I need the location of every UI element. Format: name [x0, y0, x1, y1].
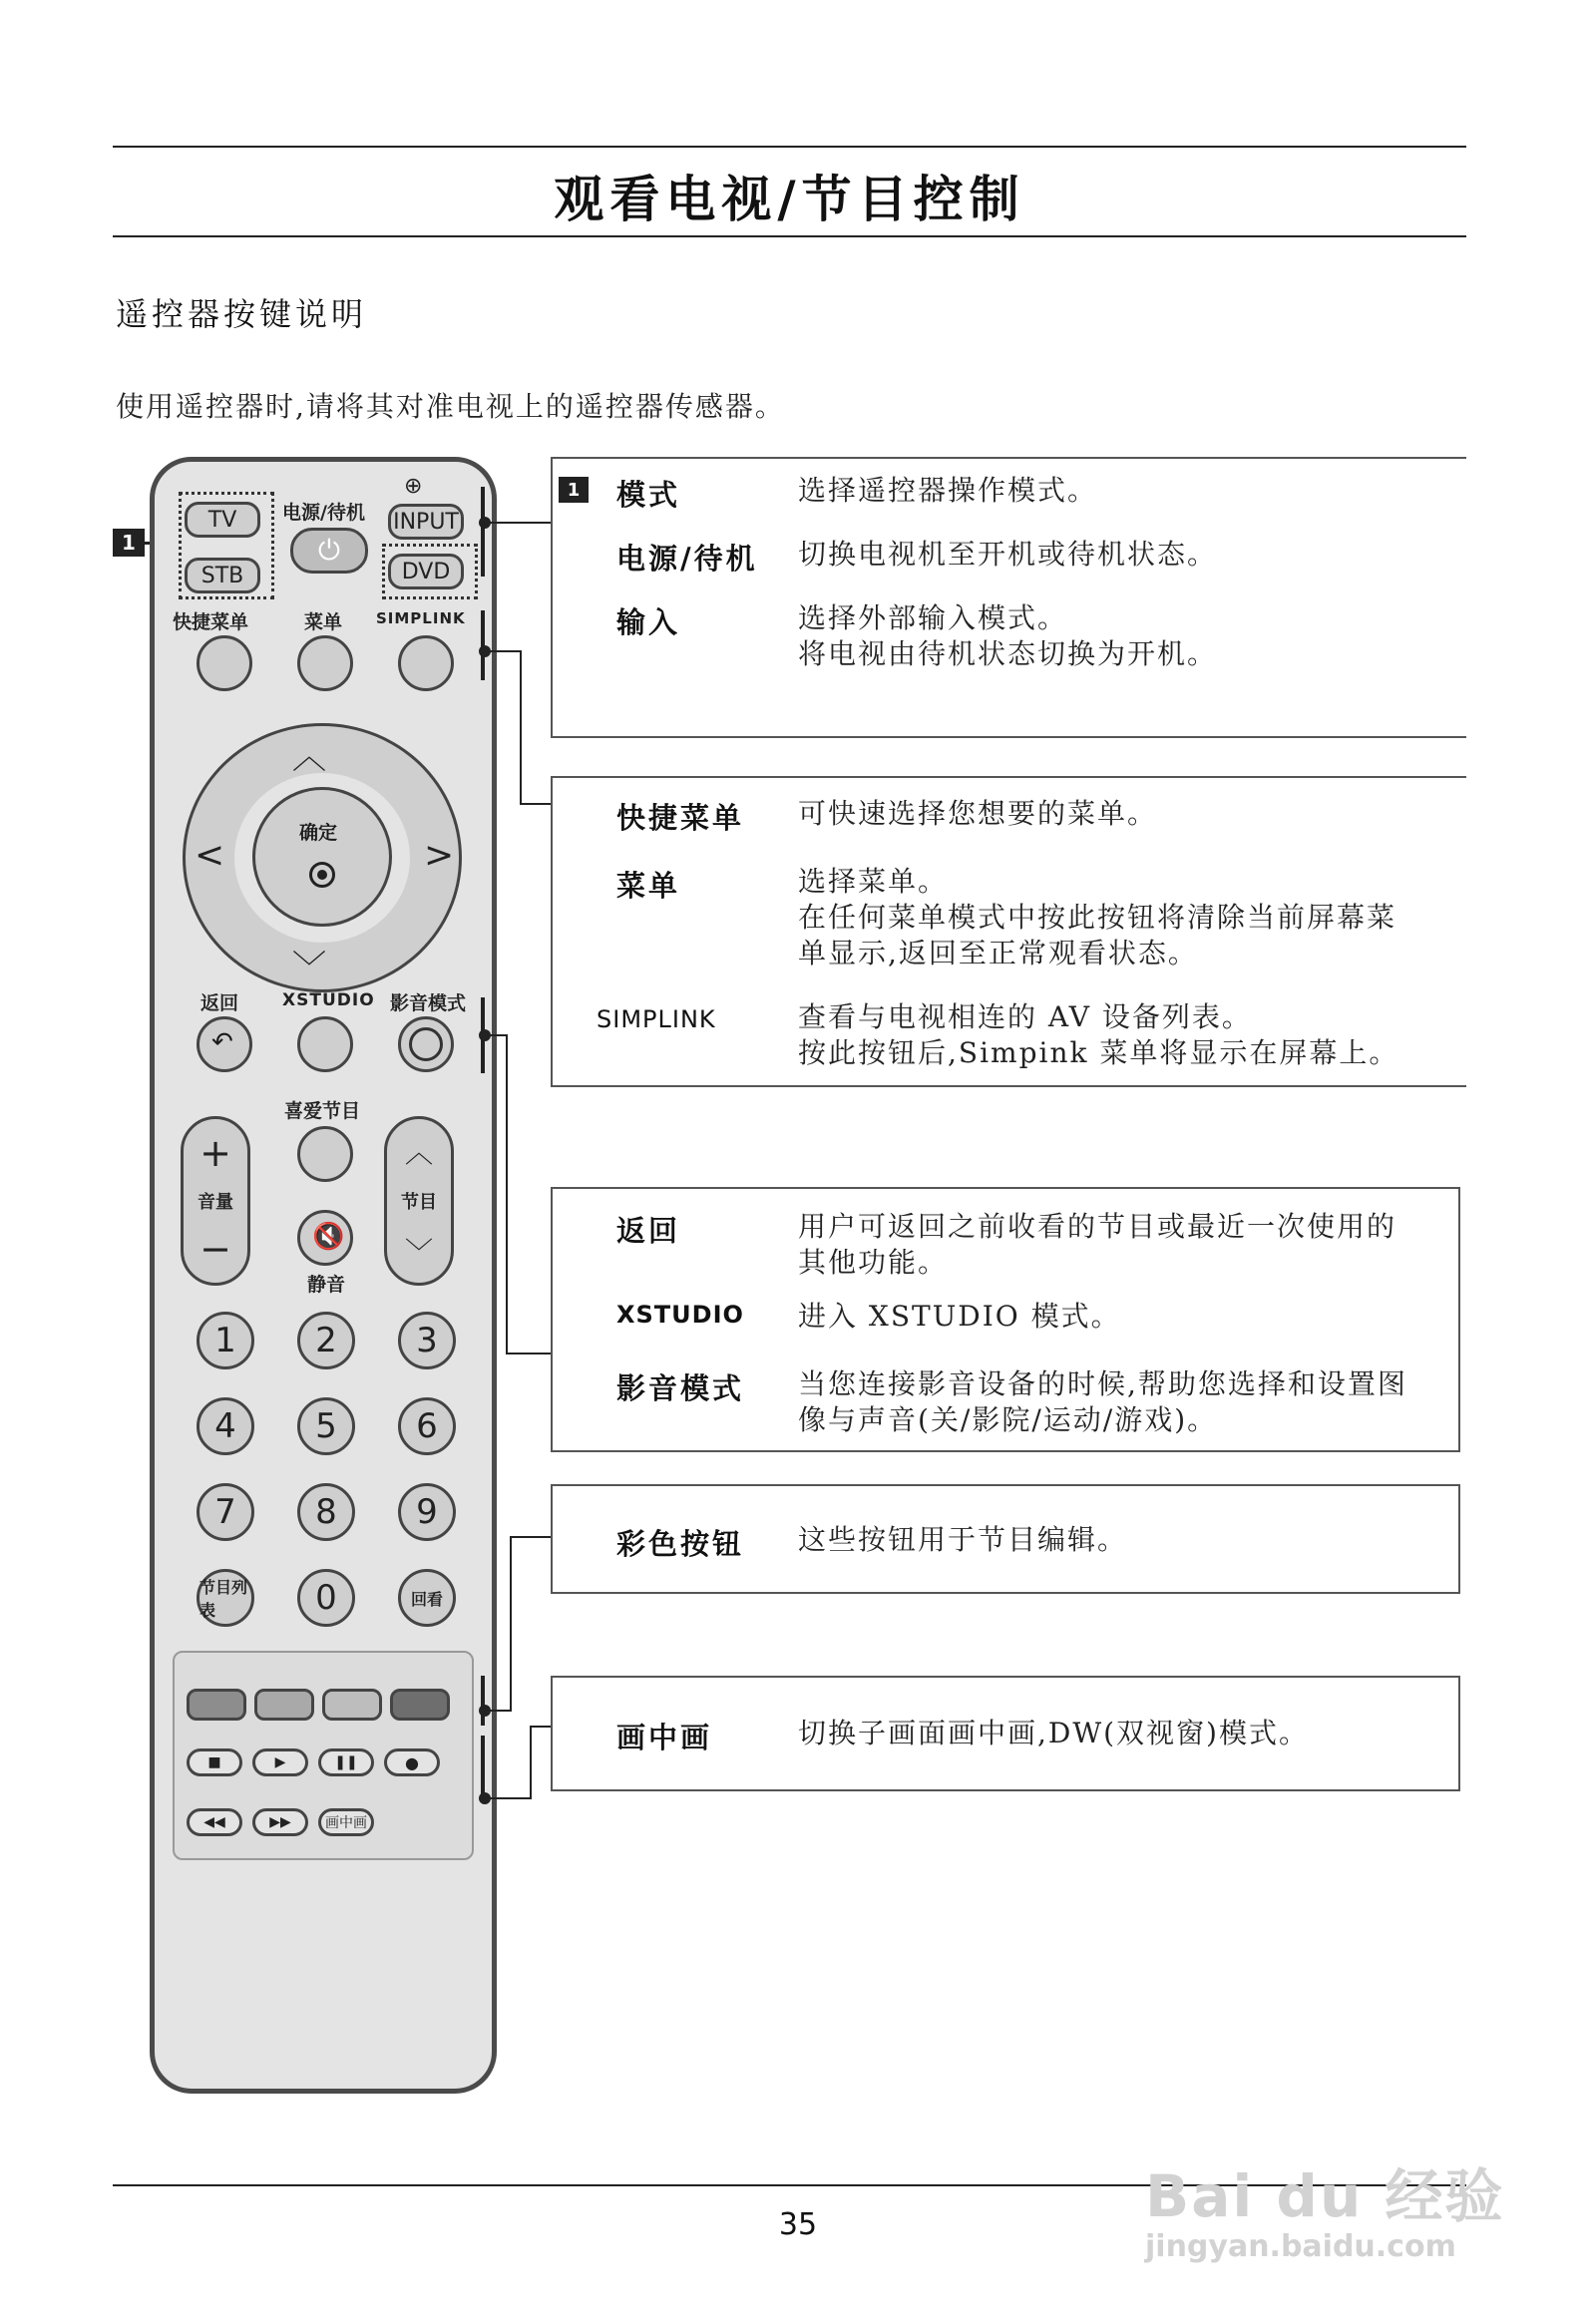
baidu-watermark — [1145, 2149, 1504, 2264]
volume-down-icon: − — [200, 1227, 231, 1271]
desc-text-color-buttons: 这些按钮用于节目编辑。 — [798, 1523, 1128, 1556]
input-button[interactable]: INPUT — [388, 504, 464, 540]
connector-line-5c — [530, 1726, 553, 1728]
pause-icon: ❚❚ — [334, 1754, 358, 1770]
ok-button[interactable] — [252, 787, 392, 927]
favorite-label: 喜爱节目 — [284, 1100, 361, 1122]
stb-button[interactable]: STB — [185, 558, 260, 593]
description-box-menus — [551, 776, 1466, 1087]
play-icon: ▶ — [274, 1754, 286, 1770]
connector-line-4c — [510, 1536, 553, 1538]
desc-name-back: 返回 — [616, 1214, 681, 1248]
program-down-icon: ﹀ — [404, 1236, 433, 1269]
favorite-button[interactable] — [297, 1126, 353, 1182]
quick-menu-button[interactable] — [197, 635, 252, 691]
simplink-button[interactable] — [398, 635, 454, 691]
desc-text-pip: 切换子画面画中画,DW(双视窗)模式。 — [798, 1717, 1309, 1749]
desc-name-power: 电源/待机 — [616, 542, 758, 576]
connector-dot-1 — [479, 517, 491, 529]
volume-rocker[interactable] — [181, 1116, 250, 1286]
ok-dot-icon — [309, 862, 335, 888]
av-mode-button[interactable] — [398, 1016, 454, 1072]
digit-6-button[interactable]: 6 — [398, 1397, 456, 1455]
digit-2-button[interactable]: 2 — [297, 1312, 355, 1369]
rewind-button[interactable] — [187, 1808, 242, 1836]
connector-line-5b — [530, 1726, 532, 1799]
record-button[interactable] — [384, 1748, 440, 1776]
xstudio-button[interactable] — [297, 1016, 353, 1072]
rewind-icon: ◀◀ — [203, 1814, 225, 1830]
back-button[interactable] — [197, 1016, 252, 1072]
page-title: 观看电视/节目控制 — [554, 171, 1025, 228]
desc-name-input: 输入 — [616, 605, 681, 639]
title-underline — [113, 235, 1466, 237]
program-rocker[interactable] — [384, 1116, 454, 1286]
blue-color-button[interactable] — [390, 1689, 450, 1721]
tv-button[interactable]: TV — [185, 502, 260, 538]
digit-3-button[interactable]: 3 — [398, 1312, 456, 1369]
page-number: 35 — [778, 2207, 818, 2242]
desc-name-mode: 模式 — [616, 478, 681, 512]
input-icon: ⊕ — [404, 474, 423, 499]
av-mode-ring-icon — [409, 1027, 443, 1061]
desc-text-power: 切换电视机至开机或待机状态。 — [798, 538, 1218, 571]
connector-dot-2 — [479, 645, 491, 657]
program-up-icon: ︿ — [404, 1136, 433, 1169]
desc-text-mode: 选择遥控器操作模式。 — [798, 474, 1098, 507]
description-box-color-buttons — [551, 1484, 1460, 1594]
desc-name-simplink: SIMPLINK — [597, 1005, 716, 1033]
box-marker-1: 1 — [559, 477, 589, 503]
section-subtitle: 遥控器按键说明 — [116, 295, 368, 333]
connector-line-2b — [520, 650, 522, 804]
desc-name-pip: 画中画 — [616, 1721, 713, 1754]
desc-text-menu: 选择菜单。 在任何菜单模式中按此按钮将清除当前屏幕菜 单显示,返回至正常观看状态。 — [798, 865, 1397, 969]
dvd-button[interactable]: DVD — [388, 554, 464, 589]
av-mode-label: 影音模式 — [390, 992, 467, 1014]
power-icon: ⏻ — [317, 534, 341, 567]
pause-button[interactable] — [318, 1748, 374, 1776]
program-label: 节目 — [401, 1192, 437, 1213]
nav-left-button[interactable]: < — [195, 835, 225, 876]
desc-text-xstudio: 进入 XSTUDIO 模式。 — [798, 1300, 1121, 1333]
desc-name-color-buttons: 彩色按钮 — [616, 1527, 745, 1561]
back-label: 返回 — [200, 992, 239, 1014]
digit-9-button[interactable]: 9 — [398, 1483, 456, 1541]
desc-name-menu: 菜单 — [616, 869, 681, 903]
desc-text-av-mode: 当您连接影音设备的时候,帮助您选择和设置图 像与声音(关/影院/运动/游戏)。 — [798, 1367, 1407, 1436]
volume-label: 音量 — [198, 1192, 233, 1213]
desc-text-back: 用户可返回之前收看的节目或最近一次使用的 其他功能。 — [798, 1210, 1397, 1279]
ok-label: 确定 — [299, 822, 338, 844]
description-box-back-xstudio-av — [551, 1187, 1460, 1452]
fast-forward-button[interactable] — [252, 1808, 308, 1836]
digit-4-button[interactable]: 4 — [197, 1397, 254, 1455]
yellow-color-button[interactable] — [322, 1689, 382, 1721]
desc-name-av-mode: 影音模式 — [616, 1371, 745, 1405]
connector-dot-3 — [479, 1029, 491, 1041]
quick-menu-label: 快捷菜单 — [173, 611, 249, 633]
callout-marker-1: 1 — [113, 529, 145, 557]
mute-icon: 🔇 — [312, 1222, 345, 1252]
mute-button[interactable] — [297, 1210, 353, 1266]
remote-control — [150, 457, 497, 2094]
nav-up-button[interactable]: ︿ — [292, 737, 326, 777]
connector-line-3b — [506, 1034, 508, 1354]
red-color-button[interactable] — [187, 1689, 246, 1721]
connector-bar-4 — [481, 1676, 485, 1726]
fast-forward-icon: ▶▶ — [269, 1814, 291, 1830]
nav-down-button[interactable]: ﹀ — [292, 949, 326, 988]
watermark-url: jingyan.baidu.com — [1145, 2229, 1456, 2264]
connector-line-4b — [510, 1536, 512, 1712]
desc-name-quick-menu: 快捷菜单 — [616, 801, 745, 835]
description-box-mode-power-input — [551, 457, 1466, 738]
connector-dot-5 — [479, 1792, 491, 1804]
green-color-button[interactable] — [254, 1689, 314, 1721]
connector-line-1 — [485, 522, 553, 524]
desc-text-quick-menu: 可快速选择您想要的菜单。 — [798, 797, 1158, 830]
watermark-brand: Bai du 经验 — [1145, 2162, 1505, 2230]
desc-text-simplink: 查看与电视相连的 AV 设备列表。 按此按钮后,Simpink 菜单将显示在屏幕上。 — [798, 1000, 1399, 1069]
menu-label: 菜单 — [304, 611, 343, 633]
description-box-pip — [551, 1676, 1460, 1791]
connector-bar-1 — [481, 487, 485, 577]
record-icon: ● — [405, 1752, 419, 1772]
top-rule — [113, 146, 1466, 148]
digit-8-button[interactable]: 8 — [297, 1483, 355, 1541]
power-label: 电源/待机 — [282, 502, 365, 524]
play-button[interactable] — [252, 1748, 308, 1776]
digit-1-button[interactable]: 1 — [197, 1312, 254, 1369]
connector-line-3c — [506, 1353, 553, 1355]
nav-right-button[interactable]: > — [424, 835, 455, 876]
connector-dot-4 — [479, 1705, 491, 1717]
mute-label: 静音 — [307, 1274, 346, 1296]
stop-icon: ■ — [207, 1754, 221, 1770]
pip-button[interactable]: 画中画 — [318, 1808, 374, 1836]
back-arrow-icon: ↶ — [211, 1027, 233, 1057]
connector-line-5a — [485, 1797, 531, 1799]
power-button[interactable] — [290, 528, 368, 574]
digit-5-button[interactable]: 5 — [297, 1397, 355, 1455]
stop-button[interactable] — [187, 1748, 242, 1776]
xstudio-label: XSTUDIO — [282, 990, 375, 1010]
simplink-label: SIMPLINK — [376, 609, 466, 627]
channel-list-button[interactable]: 节目列表 — [197, 1569, 254, 1627]
desc-text-input: 选择外部输入模式。 将电视由待机状态切换为开机。 — [798, 601, 1218, 670]
recall-button[interactable]: 回看 — [398, 1569, 456, 1627]
volume-up-icon: + — [200, 1131, 231, 1175]
connector-line-2c — [520, 803, 553, 805]
navigation-pad — [183, 723, 462, 992]
digit-7-button[interactable]: 7 — [197, 1483, 254, 1541]
desc-name-xstudio: XSTUDIO — [616, 1301, 744, 1329]
digit-0-button[interactable]: 0 — [297, 1569, 355, 1627]
intro-text: 使用遥控器时,请将其对准电视上的遥控器传感器。 — [116, 390, 785, 423]
menu-button[interactable] — [297, 635, 353, 691]
